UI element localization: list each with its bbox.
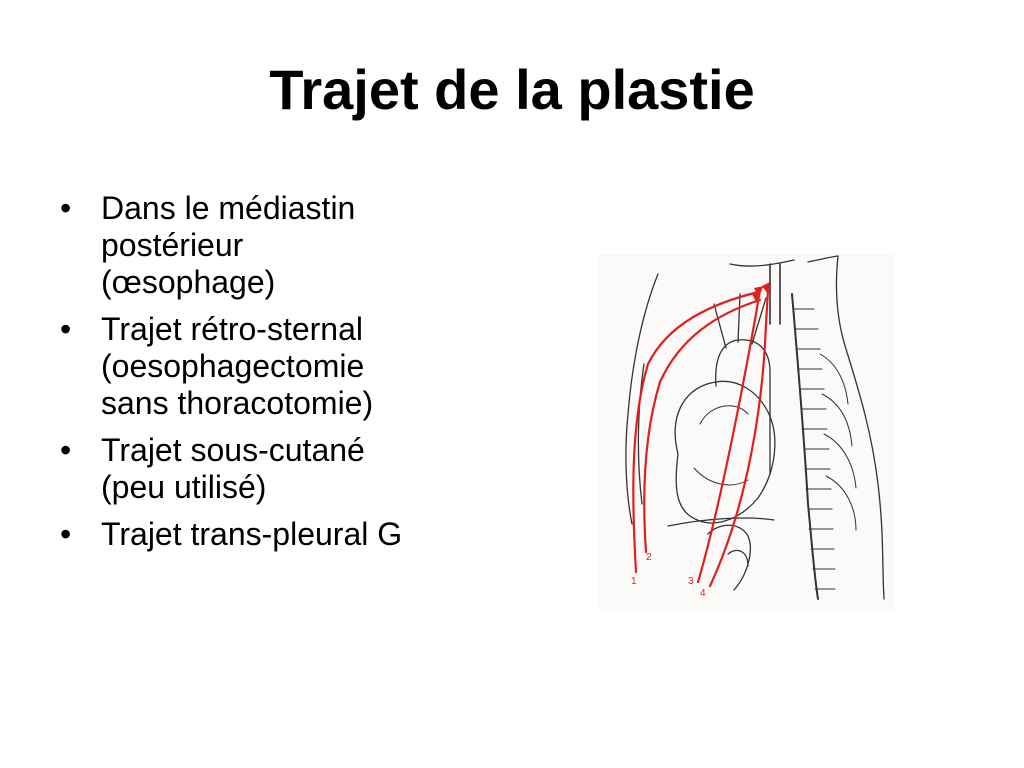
bullet-text: Trajet sous-cutané (peu utilisé)	[101, 432, 365, 505]
bullet-item	[58, 311, 508, 422]
bullet-mark: •	[60, 190, 72, 226]
route-label-3: 3	[688, 576, 694, 587]
bullet-item	[58, 190, 508, 301]
bullet-mark: •	[60, 516, 72, 552]
bullet-text: Trajet trans-pleural G	[101, 516, 403, 552]
bullet-item	[58, 516, 508, 553]
bullet-mark: •	[60, 432, 72, 468]
anatomical-illustration	[598, 254, 895, 611]
slide-title: Trajet de la plastie	[269, 58, 755, 121]
route-label-4: 4	[700, 588, 706, 599]
route-label-2: 2	[646, 552, 652, 563]
bullet-item	[58, 432, 508, 506]
bullet-text: Dans le médiastin postérieur (œsophage)	[101, 190, 356, 300]
bullet-mark: •	[60, 311, 72, 347]
bullet-list	[58, 190, 508, 563]
bullet-text: Trajet rétro-sternal (oesophagectomie sans thoracotomie)	[101, 311, 374, 421]
route-label-1: 1	[631, 576, 637, 587]
